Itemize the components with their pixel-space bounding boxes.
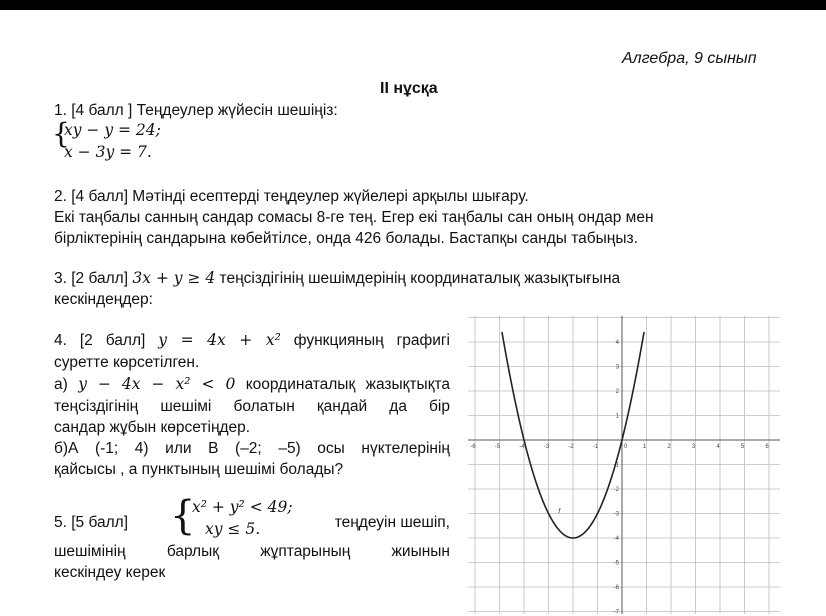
graph-tick-labels	[470, 340, 769, 614]
task4-suffix: функцияның графигі	[293, 332, 450, 349]
task3-line2: кескіндеңдер:	[54, 291, 153, 308]
task4-function: y = 4x + x²	[158, 331, 281, 349]
top-black-bar	[0, 0, 826, 10]
x-tick-label: -3	[543, 444, 550, 450]
y-tick-label: -4	[613, 536, 619, 542]
x-tick-label: 0	[624, 444, 628, 450]
curve-label: f	[558, 508, 561, 516]
task5-brace: {	[170, 493, 196, 539]
task5-line2: шешімінің барлық жұптарының жиынын	[54, 543, 450, 560]
task4-line3	[54, 374, 450, 395]
task3-inequality: 3x + y ≥ 4	[132, 269, 216, 287]
task2-line3: бірліктерінің сандарына көбейтілсе, онда 426 болады. Бастапқы санды табыңыз.	[54, 230, 638, 247]
task4-line7: қайсысы , а пунктының шешімі болады?	[54, 461, 344, 478]
y-tick-label: 1	[615, 413, 619, 420]
subject-header: Алгебра, 9 сынып	[622, 50, 757, 67]
y-tick-label: -2	[613, 487, 619, 493]
task5-prefix: 5. [5 балл]	[54, 514, 129, 531]
task5-line3: кескіндеу керек	[54, 564, 166, 581]
task4-line2: суретте көрсетілген.	[54, 354, 200, 371]
task5-eq1: x² + y² < 49;	[192, 498, 293, 516]
x-tick-label: 1	[642, 444, 647, 450]
task4-a-prefix: а)	[54, 376, 68, 393]
task2-line2: Екі таңбалы санның сандар сомасы 8-ге тең. Егер екі таңбалы сан оның ондар мен	[54, 209, 654, 226]
y-tick-label: -7	[613, 609, 619, 614]
task1-brace: {	[52, 117, 70, 150]
y-tick-label: 4	[615, 340, 619, 346]
x-tick-label: 5	[740, 444, 745, 450]
task4-line5: сандар жұбын көрсетіңдер.	[54, 419, 251, 436]
task1-intro: 1. [4 балл ] Теңдеулер жүйесін шешіңіз:	[54, 102, 338, 119]
task2-line1: 2. [4 балл] Мәтінді есептерді теңдеулер жүйелері арқылы шығару.	[54, 188, 529, 205]
graph-axes	[468, 316, 780, 614]
y-tick-label: 2	[615, 389, 619, 395]
parabola-graph	[468, 316, 780, 614]
task1-eq1: xy − y = 24;	[64, 121, 161, 139]
task4-line1	[54, 330, 450, 351]
task4-prefix: 4. [2 балл]	[54, 332, 146, 349]
task4-a-inequality: y − 4x − x² < 0	[78, 375, 236, 393]
task5-eq2: xy ≤ 5.	[205, 520, 261, 538]
x-tick-label: 3	[691, 444, 696, 450]
graph-grid	[468, 316, 780, 614]
x-tick-label: 2	[667, 444, 671, 450]
task4-line4: теңсіздігінің шешімі болатын қандай да бір	[54, 398, 450, 415]
task4-line6: б)А (-1; 4) или В (–2; –5) осы нүктелерінің	[54, 440, 450, 457]
task3-line1	[54, 268, 620, 289]
y-tick-label: 3	[615, 364, 619, 371]
task4-a-suffix: координаталық жазықтықта	[245, 376, 451, 393]
x-tick-label: 4	[716, 444, 720, 450]
x-tick-label: -5	[494, 444, 501, 450]
variant-title: II нұсқа	[380, 80, 438, 97]
y-tick-label: -1	[613, 462, 619, 469]
x-tick-label: -2	[568, 444, 574, 450]
x-tick-label: -6	[470, 444, 476, 450]
y-tick-label: -5	[613, 560, 619, 567]
task3-prefix: 3. [2 балл]	[54, 270, 129, 287]
x-tick-label: -1	[592, 444, 599, 450]
task1-eq2: x − 3y = 7.	[64, 143, 152, 161]
x-tick-label: 6	[765, 444, 769, 450]
task3-suffix: теңсіздігінің шешімдерінің координаталық жазықтығына	[219, 270, 621, 287]
task5-suffix: теңдеуін шешіп,	[334, 514, 450, 531]
y-tick-label: -6	[613, 585, 619, 591]
y-tick-label: -3	[613, 511, 619, 518]
x-tick-label: -4	[519, 444, 525, 450]
